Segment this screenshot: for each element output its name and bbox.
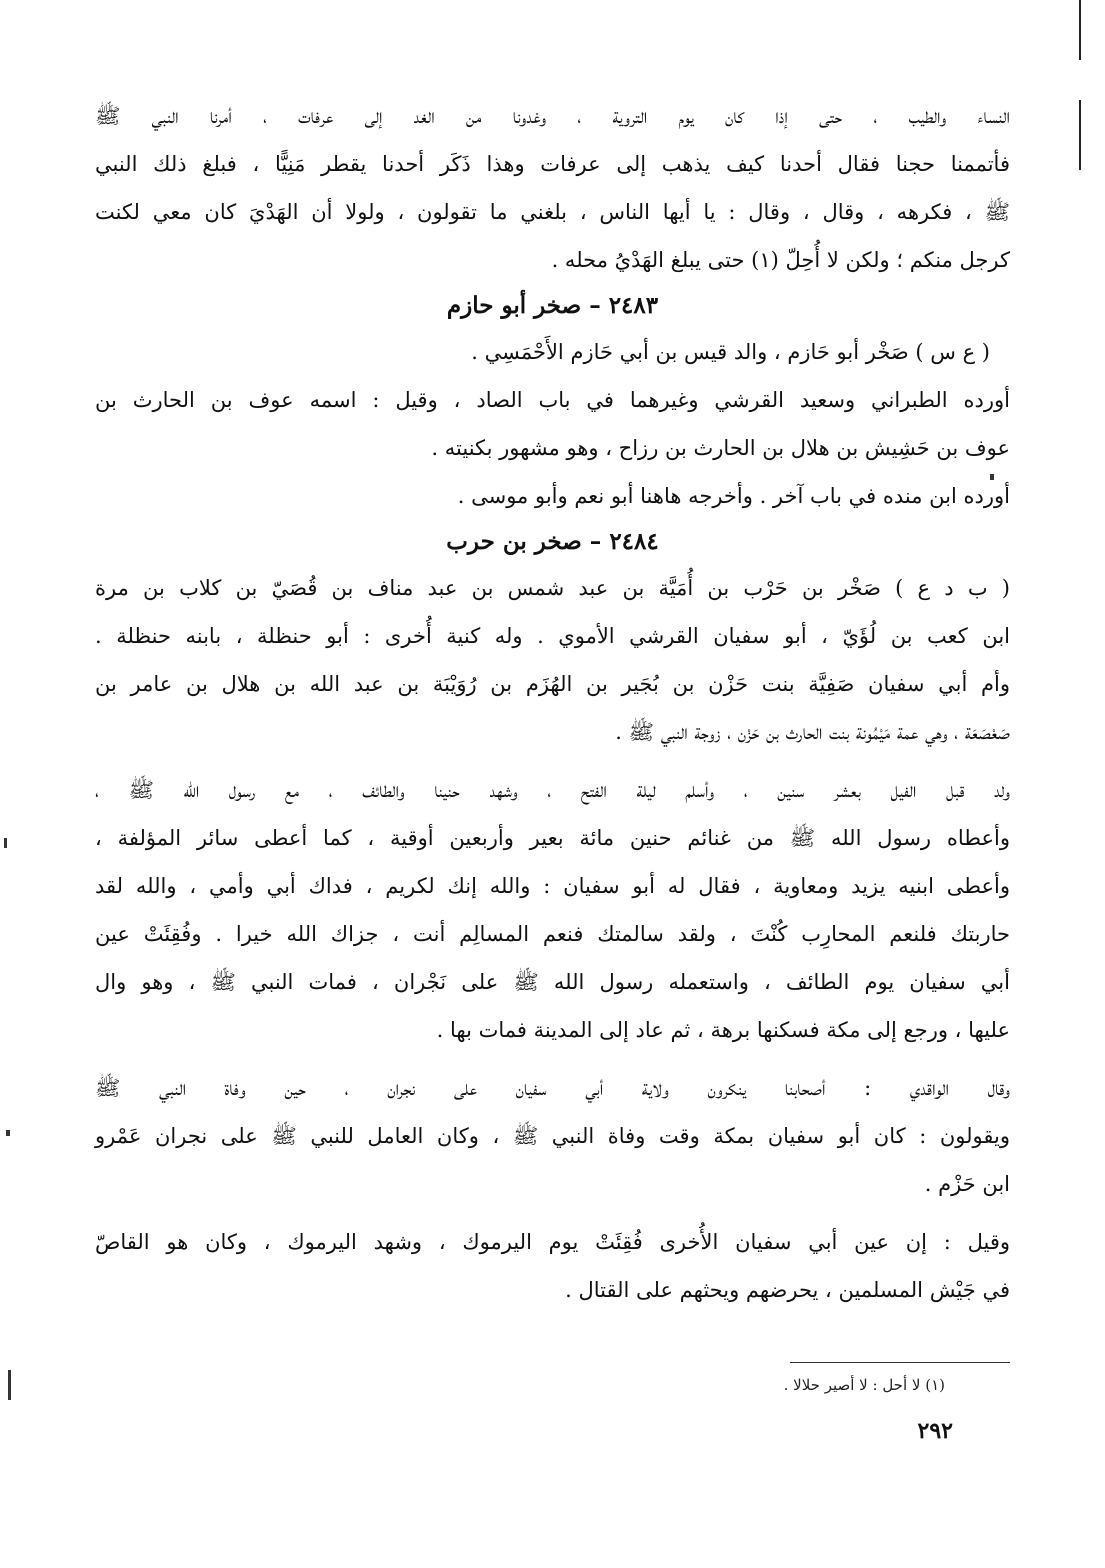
text-line: ابن كعب بن لُؤَيّ ، أبو سفيان القرشي الأموي . وله كنية أُخرى : أبو حنظلة ، بابنه حنظلة . — [95, 624, 1010, 648]
text-line: ويقولون : كان أبو سفيان بمكة وقت وفاة النبي ﷺ ، وكان العامل للنبي ﷺ على نجران عَمْرو — [95, 1124, 1010, 1148]
scan-speck — [4, 838, 7, 848]
paragraph-2484-biography — [95, 766, 1010, 1054]
page-number: ٢٩٢ — [917, 1418, 953, 1444]
text-line: كرجل منكم ؛ ولكن لا أُحِلّ (١) حتى يبلغ الهَدْيُ محله . — [551, 248, 1010, 272]
scan-edge-rule-top — [1079, 0, 1081, 60]
text-line: صَعْصَعَة ، وهي عمة مَيْمُونة بنت الحارث بن حَزْن ، زوجة النبي ﷺ . — [615, 720, 1010, 744]
text-line: حاربتك فلنعم المحارِب كُنْتَ ، ولقد سالمتك فنعم المسالِم أنت ، جزاك الله خيرا . وفُقِئَتْ عين — [95, 922, 1010, 946]
text-line: أورده الطبراني وسعيد القرشي وغيرهما في باب الصاد ، وقيل : اسمه عوف بن الحارث بن — [95, 388, 1010, 412]
text-line: فأتممنا حجنا فقال أحدنا كيف يذهب إلى عرفات وهذا ذَكَر أحدنا يقطر مَنِيًّا ، فبلغ ذلك النبي — [95, 152, 1010, 176]
entry-heading-2483: ٢٤٨٣ – صخر أبو حازم — [446, 292, 659, 319]
scan-speck — [6, 1130, 10, 1136]
scan-edge-rule-mid — [1079, 100, 1081, 170]
paragraph-2484-lineage — [95, 564, 1010, 756]
paragraph-2484-yarmouk — [95, 1218, 1010, 1314]
footnote: (١) لا أحل : لا أصير حلالا . — [783, 1376, 945, 1394]
text-line: ﷺ ، فكرهه ، وقال ، وقال : يا أيها الناس ، بلغني ما تقولون ، ولولا أن الهَدْيَ كان معي لكنت — [95, 200, 1010, 224]
text-line: وأعطى ابنيه يزيد ومعاوية ، فقال له أبو سفيان : والله إنك لكريم ، فداك أبي وأمي ، والله لقد — [95, 874, 1010, 898]
page-body — [95, 92, 1010, 1314]
text-line: أبي سفيان يوم الطائف ، واستعمله رسول الله ﷺ على نَجْران ، فمات النبي ﷺ ، وهو وال — [95, 970, 1010, 994]
text-line: ( ب د ع ) صَخْر بن حَرْب بن أُمَيَّة بن عبد شمس بن عبد مناف بن قُصَيّ بن كلاب بن مرة — [95, 576, 1010, 600]
text-line: وأم أبي سفيان صَفِيَّة بنت حَزْن بن بُجَير بن الهُزَم بن رُوَيْبَة بن عبد الله بن هلال بن عامر بن — [95, 672, 1010, 696]
paragraph-opening — [95, 92, 1010, 284]
paragraph-2483-note — [95, 472, 1010, 520]
paragraph-2483-intro — [95, 328, 1010, 376]
text-line: وقال الواقدي : أصحابنا ينكرون ولاية أبي سفيان على نجران ، حين وفاة النبي ﷺ — [95, 1076, 1010, 1100]
footnote-separator — [790, 1362, 1010, 1363]
paragraph-2484-waqidi — [95, 1064, 1010, 1208]
text-line: أورده ابن منده في باب آخر . وأخرجه هاهنا أبو نعم وأبو موسى . — [457, 484, 1010, 508]
text-line: ( ع س ) صَخْر أبو حَازم ، والد قيس بن أبي حَازم الأَحْمَسِي . — [471, 340, 990, 364]
text-line: وقيل : إن عين أبي سفيان الأُخرى فُقِئَتْ يوم اليرموك ، وشهد اليرموك ، وكان هو القاصّ — [95, 1230, 1010, 1254]
text-line: عليها ، ورجع إلى مكة فسكنها برهة ، ثم عاد إلى المدينة فمات بها . — [436, 1018, 1010, 1042]
text-line: وأعطاه رسول الله ﷺ من غنائم حنين مائة بعير وأربعين أوقية ، كما أعطى سائر المؤلفة ، — [95, 826, 1010, 850]
text-line: النساء والطيب ، حتى إذا كان يوم التروية ، وغدونا من الغد إلى عرفات ، أمرنا النبي ﷺ — [95, 104, 1010, 128]
text-line: في جَيْش المسلمين ، يحرضهم ويحثهم على القتال . — [565, 1278, 1010, 1302]
text-line: ولد قبل الفيل بعشر سنين ، وأسلم ليلة الفتح ، وشهد حنينا والطائف ، مع رسول الله ﷺ ، — [95, 778, 1010, 802]
text-line: عوف بن حَشِيش بن هلال بن الحارث بن رزاح ، وهو مشهور بكنيته . — [431, 436, 1010, 460]
scan-speck — [8, 1370, 11, 1400]
text-line: ابن حَزْم . — [924, 1172, 1010, 1196]
paragraph-2483-sources — [95, 376, 1010, 472]
entry-heading-2484: ٢٤٨٤ – صخر بن حرب — [446, 528, 659, 555]
